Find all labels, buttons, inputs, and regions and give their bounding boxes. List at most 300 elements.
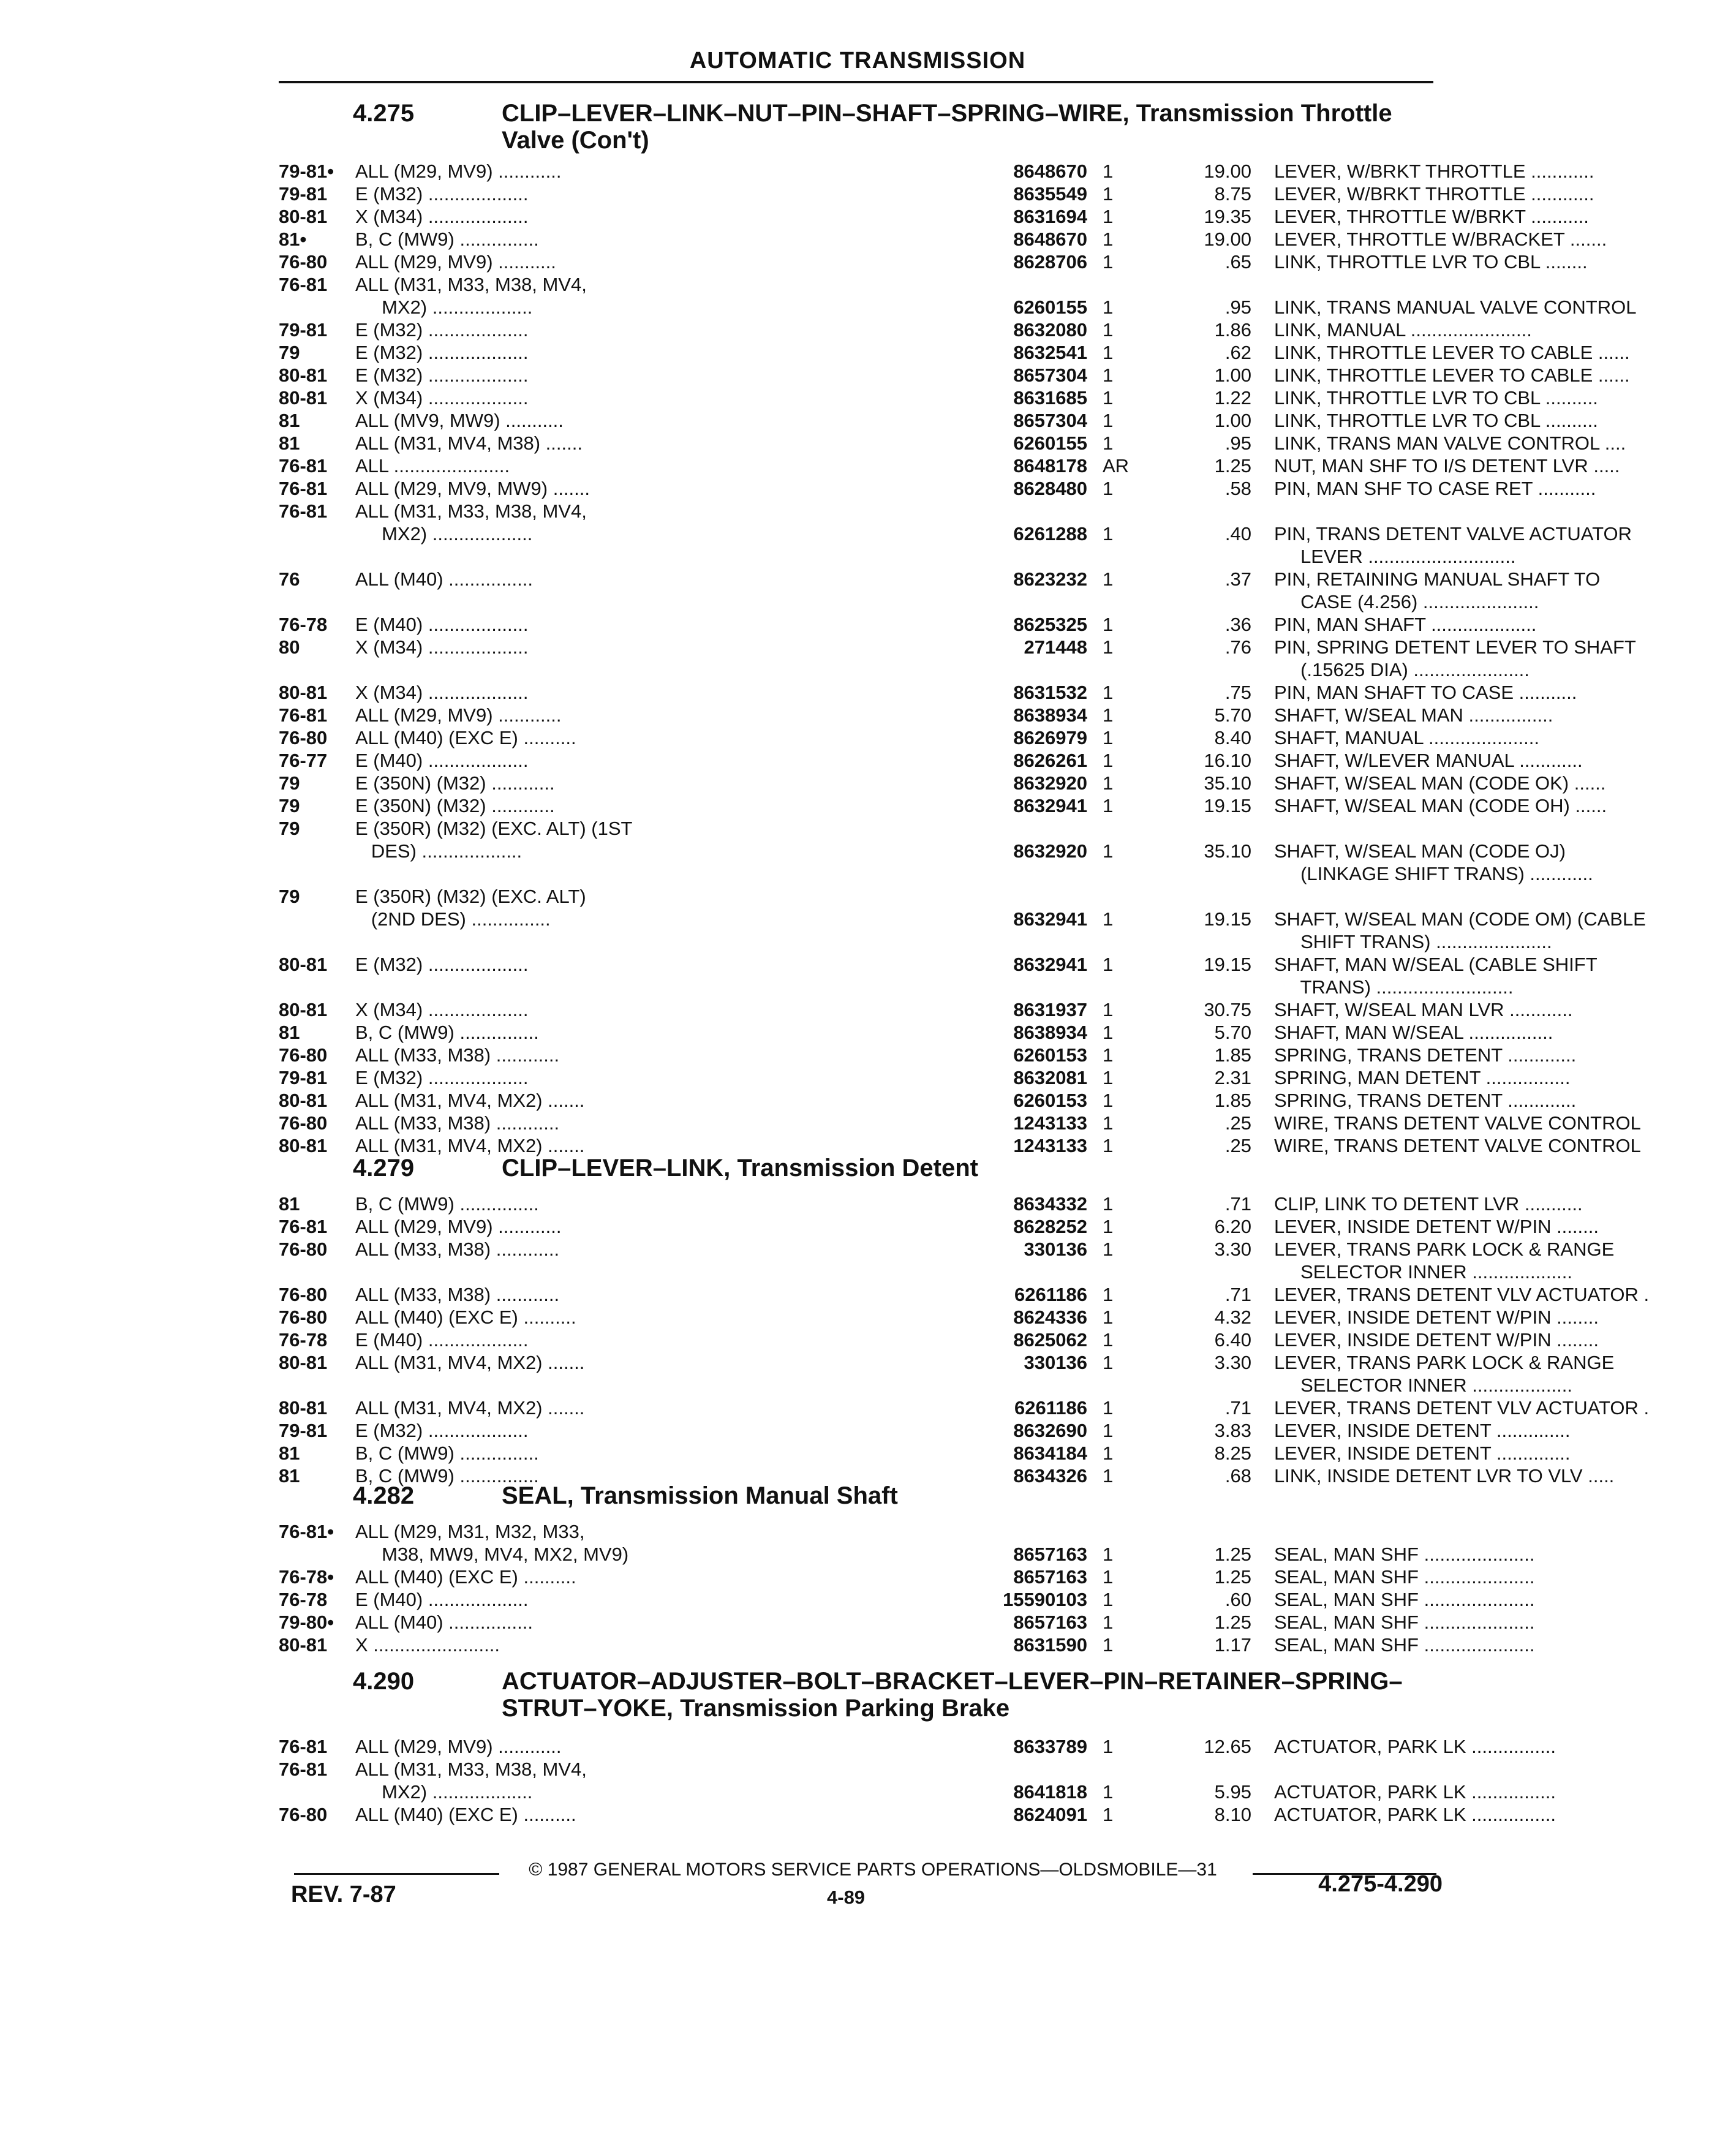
part-number: 8631694 [1013,206,1087,227]
quantity: 1 [1103,1044,1114,1066]
parts-row [279,228,1607,251]
part-number: 8638934 [1013,1022,1087,1043]
price: 6.20 [1214,1216,1251,1237]
application-line: E (M32) ................... [355,1067,529,1088]
part-number: 6260155 [1013,432,1087,454]
model-years: 79-81 [279,1067,328,1088]
model-years: 79 [279,772,300,794]
description-line: CASE (4.256) ...................... [1274,591,1539,612]
description-line: SHAFT, MAN W/SEAL (CABLE SHIFT [1274,954,1598,975]
price: .71 [1224,1193,1251,1215]
footer-revision: REV. 7-87 [291,1882,396,1907]
price: .71 [1224,1284,1251,1305]
price: .60 [1224,1589,1251,1610]
quantity: 1 [1103,772,1114,794]
description-line: LEVER, INSIDE DETENT .............. [1274,1442,1571,1464]
model-years: 79 [279,342,300,363]
description-line: ACTUATOR, PARK LK ................ [1274,1781,1556,1803]
parts-row [279,1021,1553,1044]
application-line: B, C (MW9) ............... [355,1022,539,1043]
application-line: ALL (M40) (EXC E) .......... [355,1566,576,1588]
price: 5.95 [1214,1781,1251,1803]
description-line: LEVER, TRANS PARK LOCK & RANGE [1274,1352,1615,1373]
application-line: ALL (M29, M31, M32, M33, [355,1521,585,1542]
description-line: LINK, THROTTLE LEVER TO CABLE ...... [1274,364,1630,386]
application-line: X (M34) ................... [355,636,529,658]
parts-row [279,1396,1650,1419]
part-number: 8625325 [1013,614,1087,635]
model-years: 81 [279,432,300,454]
description-line: WIRE, TRANS DETENT VALVE CONTROL [1274,1135,1641,1156]
description-line: SHAFT, W/SEAL MAN (CODE OM) (CABLE [1274,908,1646,930]
application-line: E (M40) ................... [355,750,529,771]
application-line: ALL (M31, MV4, MX2) ....... [355,1352,585,1373]
description-line: SHAFT, W/SEAL MAN ................ [1274,704,1553,726]
parts-row [279,318,1532,341]
model-years: 76-80 [279,727,328,748]
price: 19.15 [1204,954,1251,975]
quantity: 1 [1103,206,1114,227]
model-years: 80-81 [279,206,328,227]
description-line: CLIP, LINK TO DETENT LVR ........... [1274,1193,1583,1215]
model-years: 80-81 [279,1634,328,1656]
part-number: 8631590 [1013,1634,1087,1656]
description-line: SEAL, MAN SHF ..................... [1274,1566,1535,1588]
parts-row [279,1520,1535,1566]
application-line: E (350N) (M32) ............ [355,772,555,794]
parts-row [279,1419,1571,1442]
price: .25 [1224,1135,1251,1156]
part-number: 8623232 [1013,568,1087,590]
quantity: 1 [1103,1022,1114,1043]
part-number: 8635549 [1013,183,1087,205]
model-years: 76-81 [279,1216,328,1237]
quantity: 1 [1103,636,1114,658]
description-line: PIN, MAN SHF TO CASE RET ........... [1274,478,1596,499]
model-years: 76-78• [279,1566,334,1588]
description-line: PIN, RETAINING MANUAL SHAFT TO [1274,568,1601,590]
quantity: 1 [1103,1781,1114,1803]
description-line: LINK, THROTTLE LVR TO CBL .......... [1274,410,1598,431]
model-years: 81 [279,1465,300,1487]
application-line: ALL (M29, MV9, MW9) ....... [355,478,590,499]
price: 5.70 [1214,1022,1251,1043]
parts-row [279,1134,1641,1157]
description-line: SEAL, MAN SHF ..................... [1274,1544,1535,1565]
application-line: E (350R) (M32) (EXC. ALT) (1ST [355,818,633,839]
section-title: CLIP–LEVER–LINK–NUT–PIN–SHAFT–SPRING–WIRE, Transmission Throttle Valve (Con't) [502,100,1392,154]
application-line: MX2) ................... [355,1781,533,1803]
description-line: SHIFT TRANS) ...................... [1274,931,1552,952]
price: 1.00 [1214,364,1251,386]
quantity: 1 [1103,1193,1114,1215]
part-number: 6260153 [1013,1090,1087,1111]
part-number: 8657304 [1013,410,1087,431]
price: 35.10 [1204,840,1251,862]
description-line: SHAFT, W/SEAL MAN (CODE OJ) [1274,840,1566,862]
model-years: 76-80 [279,251,328,273]
application-line: ALL (M31, MV4, M38) ....... [355,432,583,454]
description-line: LEVER, INSIDE DETENT W/PIN ........ [1274,1216,1599,1237]
part-number: 271448 [1024,636,1087,658]
price: .76 [1224,636,1251,658]
footer-section-range: 4.275-4.290 [1318,1871,1443,1897]
part-number: 8657163 [1013,1566,1087,1588]
part-number: 8648178 [1013,455,1087,477]
description-line: LINK, TRANS MAN VALVE CONTROL .... [1274,432,1626,454]
price: 1.85 [1214,1044,1251,1066]
quantity: 1 [1103,568,1114,590]
description-line: LEVER, TRANS DETENT VLV ACTUATOR . [1274,1397,1650,1419]
application-line: M38, MW9, MV4, MX2, MV9) [355,1544,629,1565]
part-number: 8634332 [1013,1193,1087,1215]
application-line: ALL ...................... [355,455,510,477]
model-years: 76-81 [279,500,328,522]
part-number: 8626979 [1013,727,1087,748]
model-years: 81• [279,228,307,250]
price: 6.40 [1214,1329,1251,1351]
quantity: 1 [1103,1329,1114,1351]
price: 1.25 [1214,1544,1251,1565]
price: 19.15 [1204,908,1251,930]
quantity: 1 [1103,1352,1114,1373]
part-number: 8631937 [1013,999,1087,1020]
price: 3.30 [1214,1238,1251,1260]
price: 3.83 [1214,1420,1251,1441]
quantity: 1 [1103,1465,1114,1487]
description-line: PIN, MAN SHAFT TO CASE ........... [1274,682,1577,703]
parts-row [279,1735,1556,1758]
application-line: E (350R) (M32) (EXC. ALT) [355,886,586,907]
parts-row [279,1611,1535,1634]
description-line: LEVER, INSIDE DETENT .............. [1274,1420,1571,1441]
price: 19.00 [1204,228,1251,250]
description-line: LEVER, W/BRKT THROTTLE ............ [1274,183,1594,205]
model-years: 79 [279,795,300,816]
application-line: ALL (M33, M38) ............ [355,1238,560,1260]
parts-row [279,273,1637,318]
parts-row [279,477,1596,500]
parts-row [279,1066,1571,1089]
price: 1.86 [1214,319,1251,341]
parts-row [279,885,1646,953]
model-years: 76-80 [279,1284,328,1305]
application-line: E (M32) ................... [355,364,529,386]
parts-row [279,386,1598,409]
part-number: 8632690 [1013,1420,1087,1441]
part-number: 8657304 [1013,364,1087,386]
model-years: 79-81 [279,319,328,341]
part-number: 8626261 [1013,750,1087,771]
model-years: 80-81 [279,364,328,386]
model-years: 76-81 [279,274,328,295]
part-number: 6261288 [1013,523,1087,545]
quantity: 1 [1103,750,1114,771]
price: 8.75 [1214,183,1251,205]
quantity: 1 [1103,364,1114,386]
part-number: 8628706 [1013,251,1087,273]
model-years: 81 [279,1193,300,1215]
model-years: 76-80 [279,1804,328,1825]
model-years: 80-81 [279,999,328,1020]
part-number: 8632541 [1013,342,1087,363]
model-years: 81 [279,1442,300,1464]
price: .40 [1224,523,1251,545]
quantity: 1 [1103,1306,1114,1328]
application-line: (2ND DES) ............... [355,908,551,930]
quantity: 1 [1103,795,1114,816]
price: .75 [1224,682,1251,703]
price: 3.30 [1214,1352,1251,1373]
parts-row [279,1758,1556,1803]
quantity: 1 [1103,1090,1114,1111]
model-years: 80-81 [279,387,328,409]
model-years: 76-81• [279,1521,334,1542]
parts-row [279,1215,1599,1238]
quantity: 1 [1103,1736,1114,1757]
section-title: ACTUATOR–ADJUSTER–BOLT–BRACKET–LEVER–PIN–RETAINER–SPRING–STRUT–YOKE, Transmission Parking Brake [502,1668,1403,1722]
model-years: 76-77 [279,750,328,771]
quantity: 1 [1103,1544,1114,1565]
quantity: 1 [1103,1238,1114,1260]
part-number: 15590103 [1003,1589,1087,1610]
description-line: WIRE, TRANS DETENT VALVE CONTROL [1274,1112,1641,1134]
part-number: 8631532 [1013,682,1087,703]
section-number: 4.279 [353,1155,415,1182]
description-line: LINK, THROTTLE LVR TO CBL ........ [1274,251,1588,273]
model-years: 76-78 [279,614,328,635]
model-years: 80-81 [279,682,328,703]
description-line: SPRING, MAN DETENT ................ [1274,1067,1571,1088]
model-years: 76-80 [279,1112,328,1134]
part-number: 330136 [1024,1352,1087,1373]
quantity: 1 [1103,1566,1114,1588]
part-number: 6260155 [1013,296,1087,318]
quantity: 1 [1103,704,1114,726]
description-line: (.15625 DIA) ...................... [1274,659,1530,680]
parts-row [279,794,1607,817]
price: .62 [1224,342,1251,363]
quantity: 1 [1103,387,1114,409]
section-number: 4.275 [353,100,415,127]
quantity: 1 [1103,999,1114,1020]
description-line: SHAFT, MANUAL ..................... [1274,727,1539,748]
description-line: SEAL, MAN SHF ..................... [1274,1611,1535,1633]
description-line: SHAFT, W/SEAL MAN (CODE OH) ...... [1274,795,1607,816]
application-line: E (M40) ................... [355,614,529,635]
price: .36 [1224,614,1251,635]
parts-row [279,251,1588,273]
parts-row [279,726,1539,749]
model-years: 81 [279,410,300,431]
description-line: ACTUATOR, PARK LK ................ [1274,1736,1556,1757]
application-line: ALL (M40) (EXC E) .......... [355,1804,576,1825]
model-years: 79 [279,886,300,907]
application-line: ALL (M29, MV9) ........... [355,251,556,273]
parts-row [279,432,1626,454]
application-line: ALL (M31, MV4, MX2) ....... [355,1397,585,1419]
application-line: E (M32) ................... [355,342,529,363]
price: 19.00 [1204,160,1251,182]
model-years: 76-78 [279,1589,328,1610]
price: .95 [1224,296,1251,318]
price: 12.65 [1204,1736,1251,1757]
model-years: 79-81• [279,160,334,182]
model-years: 80-81 [279,1397,328,1419]
part-number: 6261186 [1014,1397,1087,1419]
parts-row [279,772,1606,794]
description-line: PIN, SPRING DETENT LEVER TO SHAFT [1274,636,1636,658]
description-line: PIN, TRANS DETENT VALVE ACTUATOR [1274,523,1632,545]
description-line: SPRING, TRANS DETENT ............. [1274,1044,1577,1066]
quantity: 1 [1103,319,1114,341]
model-years: 80-81 [279,954,328,975]
part-number: 8648670 [1013,160,1087,182]
application-line: ALL (MV9, MW9) ........... [355,410,564,431]
price: .95 [1224,432,1251,454]
price: 1.17 [1214,1634,1251,1656]
description-line: ACTUATOR, PARK LK ................ [1274,1804,1556,1825]
application-line: X (M34) ................... [355,999,529,1020]
part-number: 8641818 [1013,1781,1087,1803]
description-line: SELECTOR INNER ................... [1274,1261,1572,1283]
quantity: 1 [1103,296,1114,318]
footer-copyright: © 1987 GENERAL MOTORS SERVICE PARTS OPERATIONS—OLDSMOBILE—31 [529,1860,1217,1880]
price: .71 [1224,1397,1251,1419]
parts-row [279,613,1537,636]
model-years: 76 [279,568,300,590]
parts-row [279,364,1630,386]
application-line: ALL (M31, MV4, MX2) ....... [355,1090,585,1111]
section-number: 4.290 [353,1668,415,1695]
price: 8.40 [1214,727,1251,748]
quantity: 1 [1103,682,1114,703]
part-number: 8634326 [1013,1465,1087,1487]
model-years: 76-81 [279,1758,328,1780]
price: 1.25 [1214,455,1251,477]
application-line: ALL (M33, M38) ............ [355,1112,560,1134]
description-line: SELECTOR INNER ................... [1274,1374,1572,1396]
parts-row [279,1442,1571,1464]
description-line: LEVER, INSIDE DETENT W/PIN ........ [1274,1306,1599,1328]
application-line: B, C (MW9) ............... [355,1193,539,1215]
parts-row [279,1044,1577,1066]
description-line: SEAL, MAN SHF ..................... [1274,1634,1535,1656]
quantity: 1 [1103,160,1114,182]
description-line: LEVER, INSIDE DETENT W/PIN ........ [1274,1329,1599,1351]
part-number: 8632081 [1013,1067,1087,1088]
quantity: 1 [1103,410,1114,431]
parts-row [279,1803,1556,1826]
model-years: 76-81 [279,455,328,477]
application-line: E (M32) ................... [355,183,529,205]
quantity: 1 [1103,523,1114,545]
price: 8.25 [1214,1442,1251,1464]
application-line: ALL (M31, M33, M38, MV4, [355,274,587,295]
description-line: LINK, TRANS MANUAL VALVE CONTROL [1274,296,1637,318]
section-title: CLIP–LEVER–LINK, Transmission Detent [502,1155,978,1182]
model-years: 76-80 [279,1306,328,1328]
parts-row [279,500,1632,568]
application-line: E (M40) ................... [355,1589,529,1610]
description-line: SPRING, TRANS DETENT ............. [1274,1090,1577,1111]
price: 1.25 [1214,1566,1251,1588]
parts-row [279,568,1601,613]
description-line: LINK, INSIDE DETENT LVR TO VLV ..... [1274,1465,1615,1487]
application-line: B, C (MW9) ............... [355,1465,539,1487]
description-line: LINK, THROTTLE LVR TO CBL .......... [1274,387,1598,409]
parts-row [279,998,1573,1021]
application-line: ALL (M33, M38) ............ [355,1044,560,1066]
price: .37 [1224,568,1251,590]
application-line: X (M34) ................... [355,682,529,703]
part-number: 8632920 [1013,772,1087,794]
parts-row [279,1089,1577,1112]
parts-row [279,1238,1615,1283]
description-line: (LINKAGE SHIFT TRANS) ............ [1274,863,1593,884]
model-years: 81 [279,1022,300,1043]
price: .65 [1224,251,1251,273]
part-number: 8632941 [1013,954,1087,975]
model-years: 76-80 [279,1044,328,1066]
parts-row [279,1329,1599,1351]
parts-row [279,1588,1535,1611]
quantity: 1 [1103,954,1114,975]
header-rule [279,81,1433,83]
price: 1.22 [1214,387,1251,409]
price: 8.10 [1214,1804,1251,1825]
application-line: ALL (M29, MV9) ............ [355,160,562,182]
price: 4.32 [1214,1306,1251,1328]
description-line: NUT, MAN SHF TO I/S DETENT LVR ..... [1274,455,1620,477]
quantity: 1 [1103,1420,1114,1441]
parts-row [279,160,1594,183]
quantity: 1 [1103,342,1114,363]
description-line: PIN, MAN SHAFT .................... [1274,614,1537,635]
model-years: 79-80• [279,1611,334,1633]
application-line: ALL (M29, MV9) ............ [355,704,562,726]
price: .58 [1224,478,1251,499]
price: 19.15 [1204,795,1251,816]
description-line: LEVER, W/BRKT THROTTLE ............ [1274,160,1594,182]
description-line: SHAFT, W/LEVER MANUAL ............ [1274,750,1583,771]
description-line: SEAL, MAN SHF ..................... [1274,1589,1535,1610]
footer-rule-left [294,1873,499,1875]
parts-row [279,1566,1535,1588]
price: .25 [1224,1112,1251,1134]
parts-row [279,409,1598,432]
model-years: 76-80 [279,1238,328,1260]
quantity: 1 [1103,183,1114,205]
part-number: 8632941 [1013,908,1087,930]
section-number: 4.282 [353,1482,415,1509]
application-line: X (M34) ................... [355,387,529,409]
quantity: 1 [1103,478,1114,499]
quantity: 1 [1103,1442,1114,1464]
price: 5.70 [1214,704,1251,726]
parts-row [279,817,1593,885]
quantity: 1 [1103,1804,1114,1825]
quantity: 1 [1103,1611,1114,1633]
footer-page-number: 4-89 [827,1887,866,1908]
application-line: E (M32) ................... [355,319,529,341]
model-years: 79-81 [279,1420,328,1441]
parts-row [279,1193,1583,1215]
part-number: 8631685 [1013,387,1087,409]
part-number: 1243133 [1013,1135,1087,1156]
application-line: E (M40) ................... [355,1329,529,1351]
model-years: 76-81 [279,704,328,726]
